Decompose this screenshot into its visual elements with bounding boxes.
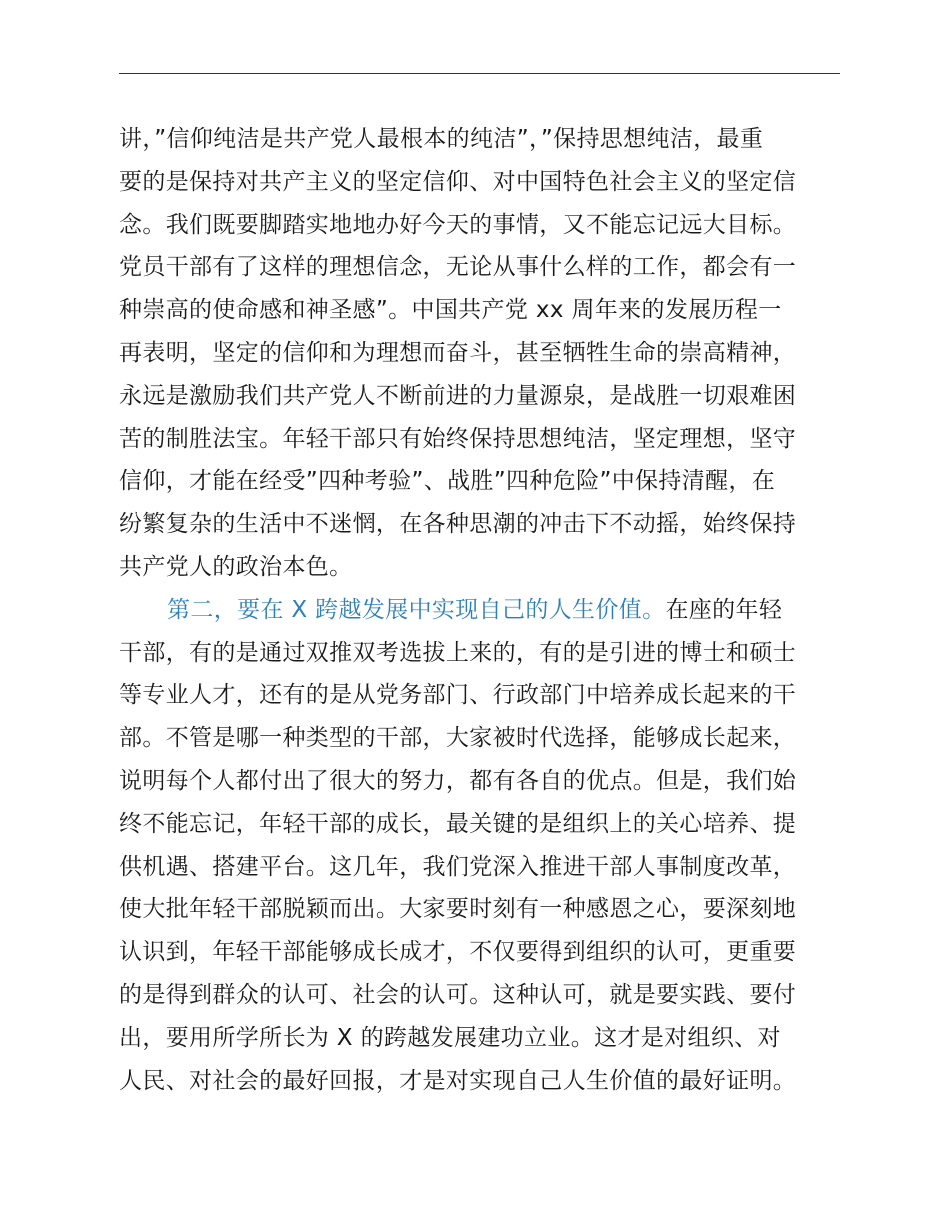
text-line: 再表明，坚定的信仰和为理想而奋斗，甚至牺牲生命的崇高精神， (119, 339, 797, 366)
text-line: 党员干部有了这样的理想信念，无论从事什么样的工作，都会有一 (119, 254, 797, 281)
text-line: 干部，有的是通过双推双考选拔上来的，有的是引进的博士和硕士 (119, 639, 797, 666)
text-line: 共产党人的政治本色。 (119, 553, 353, 580)
text-line: 出，要用所学所长为 X 的跨越发展建功立业。这才是对组织、对 (119, 1024, 781, 1051)
document-body (119, 118, 841, 1102)
text-line: 说明每个人都付出了很大的努力，都有各自的优点。但是，我们始 (119, 767, 797, 794)
paragraph-first-line (119, 589, 841, 632)
paragraph-continuation (119, 118, 841, 589)
text-line: 使大批年轻干部脱颖而出。大家要时刻有一种感恩之心，要深刻地 (119, 896, 797, 923)
text-line: 等专业人才，还有的是从党务部门、行政部门中培养成长起来的干 (119, 682, 797, 709)
text-line: 人民、对社会的最好回报，才是对实现自己人生价值的最好证明。 (119, 1067, 797, 1094)
header-rule (119, 73, 840, 74)
text-segment: 在座的年轻 (665, 596, 783, 623)
text-line: 要的是保持对共产主义的坚定信仰、对中国特色社会主义的坚定信 (119, 168, 797, 195)
text-line: 种崇高的使命感和神圣感”。中国共产党 xx 周年来的发展历程一 (119, 297, 782, 324)
text-line: 的是得到群众的认可、社会的认可。这种认可，就是要实践、要付 (119, 981, 797, 1008)
text-line: 终不能忘记，年轻干部的成长，最关键的是组织上的关心培养、提 (119, 810, 797, 837)
text-line: 纷繁复杂的生活中不迷惘，在各种思潮的冲击下不动摇，始终保持 (119, 511, 797, 538)
text-line: 认识到，年轻干部能够成长成才，不仅要得到组织的认可，更重要 (119, 939, 797, 966)
text-line: 永远是激励我们共产党人不断前进的力量源泉，是战胜一切艰难困 (119, 382, 797, 409)
text-line: 部。不管是哪一种类型的干部，大家被时代选择，能够成长起来， (119, 725, 797, 752)
text-line: 苦的制胜法宝。年轻干部只有始终保持思想纯洁，坚定理想，坚守 (119, 425, 797, 452)
text-line: 念。我们既要脚踏实地地办好今天的事情，又不能忘记远大目标。 (119, 211, 797, 238)
paragraph-second-point (119, 589, 841, 1103)
text-line: 讲，”信仰纯洁是共产党人最根本的纯洁”，”保持思想纯洁，最重 (119, 126, 764, 152)
text-line: 供机遇、搭建平台。这几年，我们党深入推进干部人事制度改革， (119, 853, 797, 880)
section-heading: 第二，要在 X 跨越发展中实现自己的人生价值。 (167, 596, 666, 623)
text-line: 信仰，才能在经受”四种考验”、战胜”四种危险”中保持清醒，在 (119, 468, 776, 495)
